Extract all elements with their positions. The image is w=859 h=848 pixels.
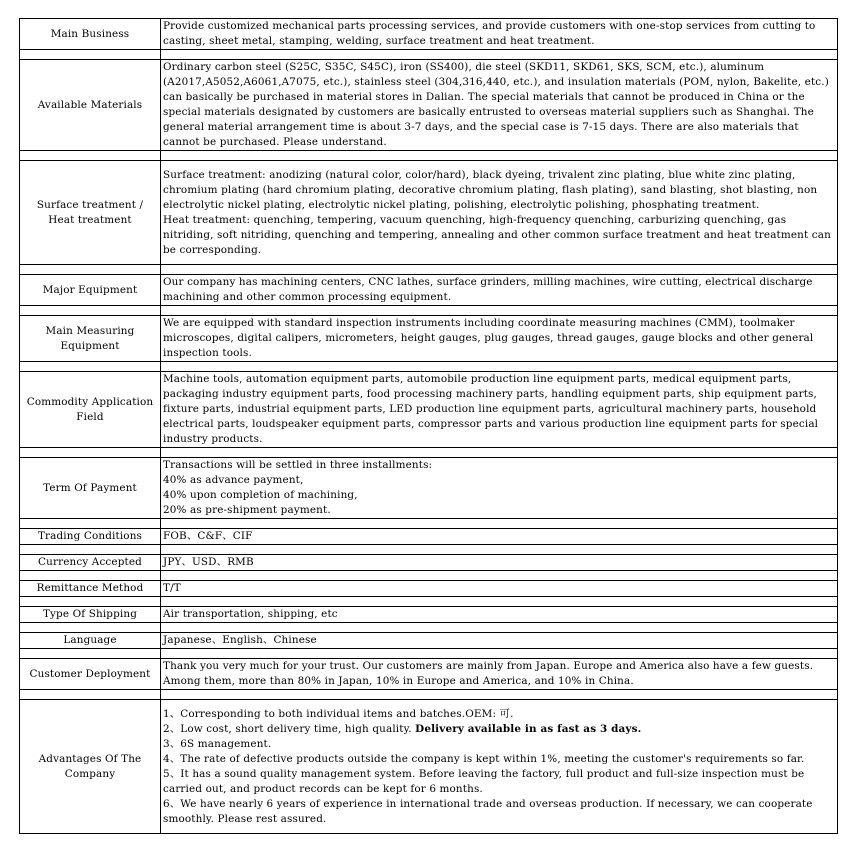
row-value [161, 161, 838, 265]
table-row-measuring-equipment [20, 316, 838, 362]
advantage-text: 4、The rate of defective products outside the company is kept within 1%, meeting the customer's requirements so far. [163, 752, 805, 765]
value-line: 20% as pre-shipment payment. [163, 504, 331, 516]
table-row-language [20, 633, 838, 649]
value-line: Thank you very much for your trust. Our customers are mainly from Japan. Europe and America also have a few guests. Among them, more than 80% in Japan, 10% in Europe and America, and 10% in China. [163, 660, 814, 687]
row-label: Trading Conditions [20, 529, 161, 545]
row-value [161, 607, 838, 623]
advantage-text: 3、6S management. [163, 737, 272, 750]
advantage-text: 5、It has a sound quality management system. Before leaving the factory, full product and full-size inspection must be carried out, and product records can be kept for 6 months. [163, 767, 805, 795]
spacer-row [20, 649, 838, 659]
spacer-row [20, 265, 838, 275]
table-row-customer-deployment [20, 659, 838, 690]
spacer-row [20, 571, 838, 581]
advantage-item [163, 722, 836, 737]
advantage-item [163, 797, 836, 827]
row-value [161, 700, 838, 834]
advantage-highlight: Delivery available in as fast as 3 days. [415, 722, 642, 735]
spacer-row [20, 50, 838, 60]
advantage-item [163, 767, 836, 797]
spacer-row [20, 306, 838, 316]
spacer-row [20, 448, 838, 458]
table-row-remittance-method [20, 581, 838, 597]
row-label: Surface treatment / Heat treatment [20, 161, 161, 265]
row-label: Language [20, 633, 161, 649]
row-label: Main Measuring Equipment [20, 316, 161, 362]
value-line: Machine tools, automation equipment parts, automobile production line equipment parts, medical equipment parts, packaging industry equipment parts, food processing machinery parts, handling equipment parts, ship equipment parts, fixture parts, industrial equipment parts, LED production line equipment parts, agricultural machinery parts, household electrical parts, loudspeaker equipment parts, compressor parts and various production line equipment parts for special industry products. [163, 373, 819, 445]
value-line: Provide customized mechanical parts processing services, and provide customers with one-stop services from cutting to casting, sheet metal, stamping, welding, surface treatment and heat treatment. [163, 20, 816, 47]
value-line: Surface treatment: anodizing (natural color, color/hard), black dyeing, trivalent zinc plating, blue white zinc plating, chromium plating (hard chromium plating, decorative chromium plating, flash plating), sand blasting, shot blasting, non electrolytic nickel plating, electrolytic nickel plating, polishing, electrolytic polishing, phosphating treatment. [163, 168, 818, 211]
row-label: Commodity Application Field [20, 372, 161, 448]
value-line: Our company has machining centers, CNC lathes, surface grinders, milling machines, wire cutting, electrical discharge machining and other common processing equipment. [163, 276, 813, 303]
spacer-row [20, 545, 838, 555]
spacer-row [20, 519, 838, 529]
value-line: Air transportation, shipping, etc [163, 608, 338, 620]
spacer-row [20, 362, 838, 372]
row-value [161, 19, 838, 50]
row-label: Main Business [20, 19, 161, 50]
value-line: FOB、C&F、CIF [163, 530, 253, 542]
advantage-item [163, 737, 836, 752]
row-value [161, 458, 838, 519]
row-value [161, 372, 838, 448]
value-line: 40% as advance payment, [163, 474, 304, 486]
row-value [161, 529, 838, 545]
table-row-currency-accepted [20, 555, 838, 571]
table-row-advantages [20, 700, 838, 834]
table-row-main-business [20, 19, 838, 50]
row-value [161, 555, 838, 571]
table-row-trading-conditions [20, 529, 838, 545]
spacer-row [20, 690, 838, 700]
value-line: We are equipped with standard inspection instruments including coordinate measuring machines (CMM), toolmaker microscopes, digital calipers, micrometers, height gauges, plug gauges, thread gauges, gauge blocks and other general inspection tools. [163, 317, 814, 359]
value-line: Japanese、English、Chinese [163, 634, 317, 646]
value-line: Transactions will be settled in three installments: [163, 459, 433, 471]
row-label: Available Materials [20, 60, 161, 151]
advantage-text: 2、Low cost, short delivery time, high quality. [163, 722, 416, 735]
table-row-type-of-shipping [20, 607, 838, 623]
value-line: Ordinary carbon steel (S25C, S35C, S45C), iron (SS400), die steel (SKD11, SKD61, SKS, SCM, etc.), aluminum (A2017,A5052,A6061,A7075, etc.), stainless steel (304,316,440, etc.), and insulation materials (POM, nylon, Bakelite, etc.) can basically be purchased in material stores in Dalian. The special materials that cannot be produced in China or the special materials designated by customers are basically entrusted to overseas material suppliers such as Shanghai. The general material arrangement time is about 3-7 days, and the special case is 7-15 days. There are also materials that cannot be purchased. Please understand. [163, 61, 829, 148]
table-row-major-equipment [20, 275, 838, 306]
advantage-text: 1、Corresponding to both individual items and batches.OEM: 可. [163, 707, 514, 720]
spacer-row [20, 623, 838, 633]
row-label: Type Of Shipping [20, 607, 161, 623]
value-line: T/T [163, 582, 181, 594]
company-profile-table [19, 18, 838, 834]
advantage-text: 6、We have nearly 6 years of experience in international trade and overseas production. If necessary, we can cooperate smoothly. Please rest assured. [163, 797, 813, 825]
row-label: Term Of Payment [20, 458, 161, 519]
value-line: 40% upon completion of machining, [163, 489, 358, 501]
row-value [161, 316, 838, 362]
table-row-surface-heat-treatment [20, 161, 838, 265]
row-value [161, 633, 838, 649]
table-row-available-materials [20, 60, 838, 151]
row-value [161, 581, 838, 597]
spacer-row [20, 151, 838, 161]
value-line: JPY、USD、RMB [163, 556, 254, 568]
row-label: Currency Accepted [20, 555, 161, 571]
row-value [161, 659, 838, 690]
row-label: Advantages Of The Company [20, 700, 161, 834]
spacer-row [20, 597, 838, 607]
row-label: Remittance Method [20, 581, 161, 597]
value-line: Heat treatment: quenching, tempering, vacuum quenching, high-frequency quenching, carburizing quenching, gas nitriding, soft nitriding, quenching and tempering, annealing and other common surface treatment and heat treatment can be corresponding. [163, 213, 831, 256]
row-label: Major Equipment [20, 275, 161, 306]
row-value [161, 275, 838, 306]
row-label: Customer Deployment [20, 659, 161, 690]
table-row-application-field [20, 372, 838, 448]
advantage-item [163, 752, 836, 767]
advantage-item [163, 707, 836, 722]
table-row-term-of-payment [20, 458, 838, 519]
row-value [161, 60, 838, 151]
